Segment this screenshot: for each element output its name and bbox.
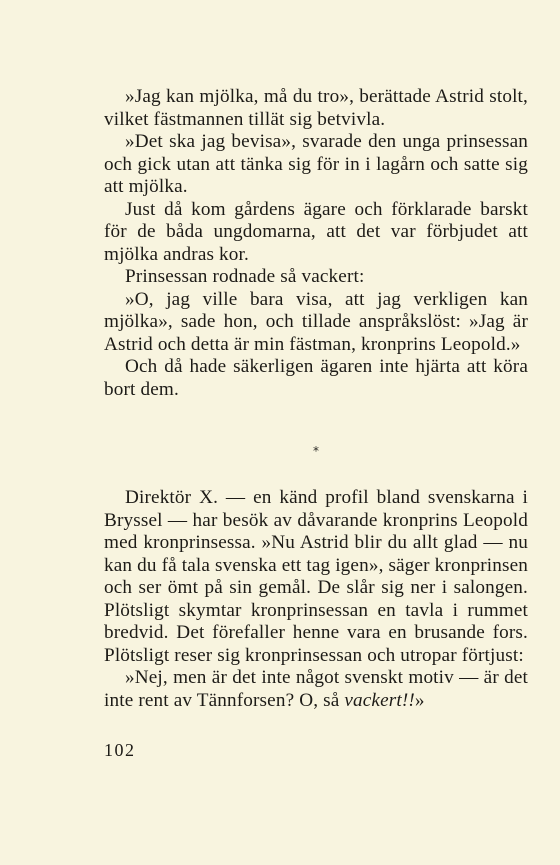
emphasized-word: vackert!! — [344, 689, 415, 711]
paragraph: »Det ska jag bevisa», svarade den unga prinsessan och gick utan att tänka sig för in i lagårn och satte sig att mjölka. — [104, 131, 528, 197]
text-section-1 — [104, 86, 528, 401]
paragraph: Prinsessan rodnade så vackert: — [125, 266, 365, 287]
section-separator-asterisk: * — [313, 444, 319, 458]
paragraph: Och då hade säkerligen ägaren inte hjärta att köra bort dem. — [104, 356, 528, 400]
paragraph: Just då kom gårdens ägare och förklarade barskt för de båda ungdomarna, att det var förbjudet att mjölka andras kor. — [104, 198, 528, 265]
paragraph: Direktör X. — en känd profil bland svenskarna i Bryssel — har besök av dåvarande kronprins Leopold med kronprinsessa. »Nu Astrid blir du allt glad — nu kan du få tala svenska ett tag igen», säger kronprinsen och ser ömt på sin gemål. De slår sig ner i salongen. Plötsligt skymtar kronprinsessan en tavla i rummet bredvid. Det förefaller henne vara en brusande fors. Plötsligt reser sig kronprinsessan och utropar förtjust: — [104, 487, 528, 666]
closing-quote: » — [414, 689, 425, 711]
page-number: 102 — [104, 740, 136, 760]
paragraph-text: »Nej, men är det inte något svenskt motiv — är det inte rent av Tännforsen? O, så — [104, 667, 528, 711]
paragraph: »Jag kan mjölka, må du tro», berättade Astrid stolt, vilket fästmannen tillät sig betvivla. — [104, 86, 528, 130]
text-section-2 — [104, 487, 528, 712]
paragraph: »O, jag ville bara visa, att jag verkligen kan mjölka», sade hon, och tillade anspråkslöst: »Jag är Astrid och detta är min fästman, kronprins Leopold.» — [104, 288, 528, 355]
paragraph-final — [104, 667, 528, 712]
